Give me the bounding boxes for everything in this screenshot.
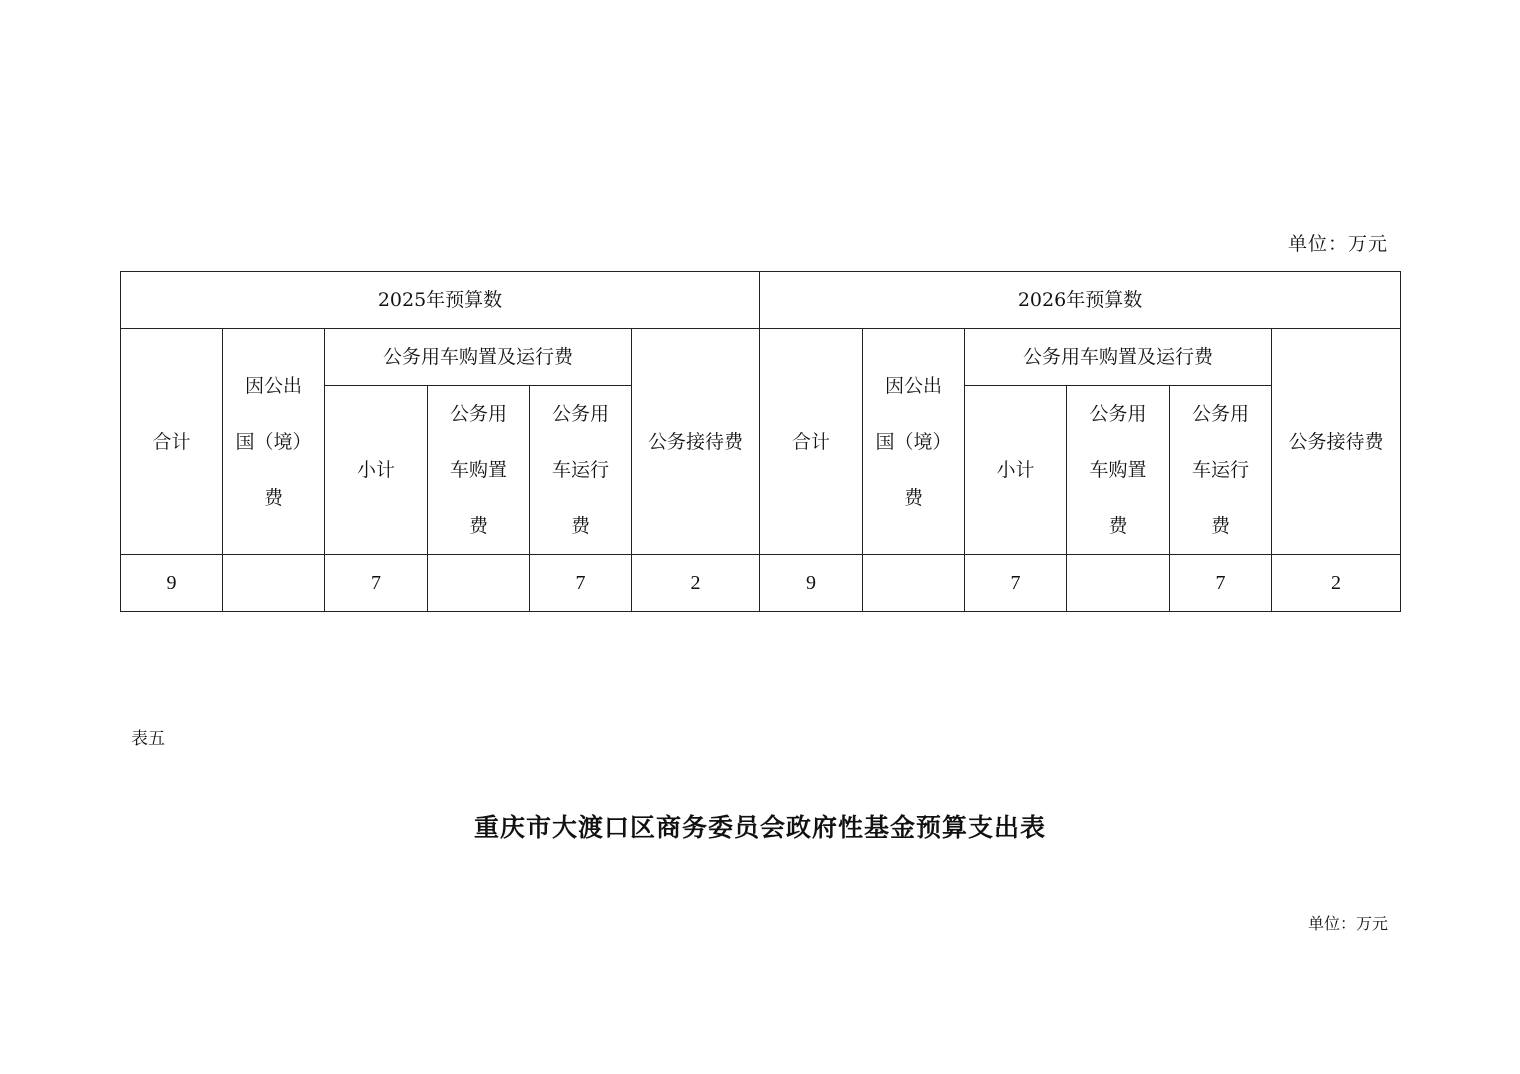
cell-operation-2025: 7 xyxy=(530,555,632,612)
unit-label-top: 单位：万元 xyxy=(1287,233,1388,255)
header-subtotal-2026: 小计 xyxy=(965,386,1067,555)
header-vehicle-operation-2026: 公务用 车运行 费 xyxy=(1170,386,1272,555)
cell-reception-2025: 2 xyxy=(632,555,760,612)
cell-total-2026: 9 xyxy=(760,555,863,612)
header-abroad-2026: 因公出 国（境） 费 xyxy=(863,329,965,555)
cell-total-2025: 9 xyxy=(121,555,223,612)
budget-table xyxy=(120,271,1401,612)
header-vehicle-group-2025: 公务用车购置及运行费 xyxy=(325,329,632,386)
cell-operation-2026: 7 xyxy=(1170,555,1272,612)
table-row xyxy=(121,555,1401,612)
document-title: 重庆市大渡口区商务委员会政府性基金预算支出表 xyxy=(473,813,1046,842)
header-total-2026: 合计 xyxy=(760,329,863,555)
cell-purchase-2026 xyxy=(1067,555,1170,612)
header-reception-2026: 公务接待费 xyxy=(1272,329,1401,555)
header-year-2026: 2026年预算数 xyxy=(760,272,1401,329)
unit-label-bottom: 单位：万元 xyxy=(1307,914,1388,933)
cell-subtotal-2025: 7 xyxy=(325,555,428,612)
header-vehicle-operation-2025: 公务用 车运行 费 xyxy=(530,386,632,555)
header-vehicle-group-2026: 公务用车购置及运行费 xyxy=(965,329,1272,386)
header-year-2025: 2025年预算数 xyxy=(121,272,760,329)
header-abroad-2025: 因公出 国（境） 费 xyxy=(223,329,325,555)
table-tag: 表五 xyxy=(131,729,165,749)
cell-subtotal-2026: 7 xyxy=(965,555,1067,612)
cell-reception-2026: 2 xyxy=(1272,555,1401,612)
cell-abroad-2025 xyxy=(223,555,325,612)
header-subtotal-2025: 小计 xyxy=(325,386,428,555)
header-reception-2025: 公务接待费 xyxy=(632,329,760,555)
header-vehicle-purchase-2026: 公务用 车购置 费 xyxy=(1067,386,1170,555)
header-total-2025: 合计 xyxy=(121,329,223,555)
header-vehicle-purchase-2025: 公务用 车购置 费 xyxy=(428,386,530,555)
cell-purchase-2025 xyxy=(428,555,530,612)
cell-abroad-2026 xyxy=(863,555,965,612)
